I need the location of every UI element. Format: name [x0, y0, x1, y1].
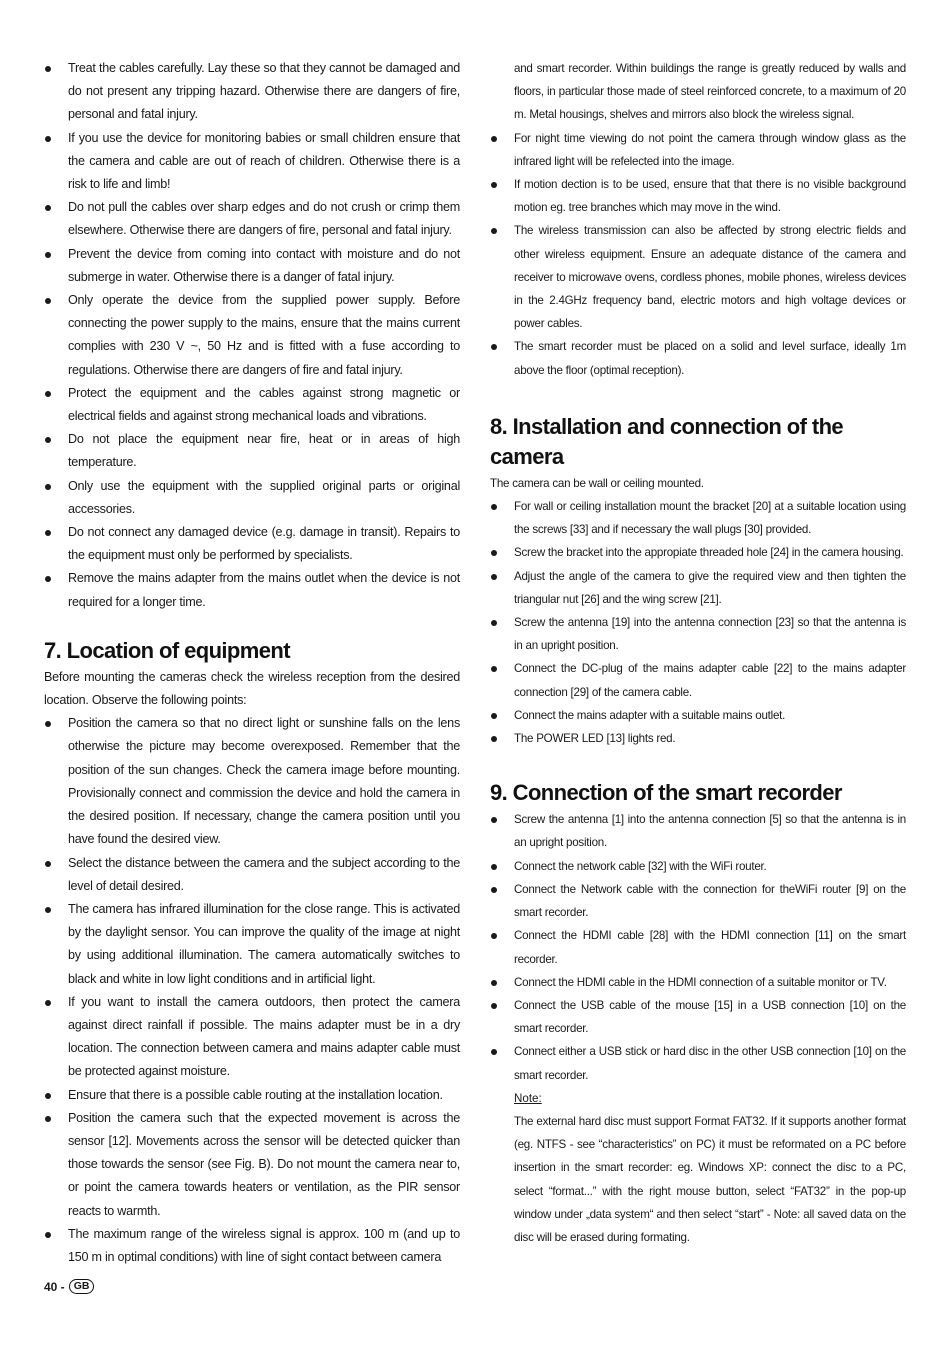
reception-list	[490, 127, 906, 382]
list-item: Connect the USB cable of the mouse [15] in a USB connection [10] on the smart recorder.	[490, 994, 906, 1040]
list-item: If you use the device for monitoring babies or small children ensure that the camera and cable are out of reach of children. Otherwise there is a risk to life and limb!	[44, 127, 460, 197]
list-item: The camera has infrared illumination for the close range. This is activated by the daylight sensor. You can improve the quality of the image at night by using additional illumination. The camera automatically switches to black and white in low light conditions and in artificial light.	[44, 898, 460, 991]
list-item: Adjust the angle of the camera to give the required view and then tighten the triangular nut [26] and the wing screw [21].	[490, 565, 906, 611]
list-item: Connect the mains adapter with a suitable mains outlet.	[490, 704, 906, 727]
list-item: The POWER LED [13] lights red.	[490, 727, 906, 750]
page-footer	[44, 1279, 94, 1294]
list-item: If motion dection is to be used, ensure that that there is no visible background motion eg. tree branches which may move in the wind.	[490, 173, 906, 219]
list-item: Position the camera so that no direct light or sunshine falls on the lens otherwise the picture may become overexposed. Remember that the position of the sun changes. Check the camera image before mounting. Provisionally connect and commission the device and hold the camera in the desired position. If necessary, change the camera position until you have found the desired view.	[44, 712, 460, 851]
list-item: Ensure that there is a possible cable routing at the installation location.	[44, 1084, 460, 1107]
list-item: Remove the mains adapter from the mains outlet when the device is not required for a longer time.	[44, 567, 460, 613]
list-item: The wireless transmission can also be affected by strong electric fields and other wireless equipment. Ensure an adequate distance of the camera and receiver to microwave ovens, cordless phones, mobile phones, wireless devices in the 2.4GHz frequency band, electric motors and high voltage devices or power cables.	[490, 219, 906, 335]
list-item: Connect the HDMI cable in the HDMI connection of a suitable monitor or TV.	[490, 971, 906, 994]
list-item: Select the distance between the camera and the subject according to the level of detail desired.	[44, 852, 460, 898]
list-item: Prevent the device from coming into contact with moisture and do not submerge in water. Otherwise there is a danger of fatal injury.	[44, 243, 460, 289]
list-item: Only operate the device from the supplied power supply. Before connecting the power supply to the mains, ensure that the mains current complies with 230 V ~, 50 Hz and is fitted with a fuse according to regulations. Otherwise there are dangers of fire and fatal injury.	[44, 289, 460, 382]
list-item: Only use the equipment with the supplied original parts or original accessories.	[44, 475, 460, 521]
list-item: The maximum range of the wireless signal is approx. 100 m (and up to 150 m in optimal conditions) with line of sight contact between camera	[44, 1223, 460, 1269]
language-badge: GB	[69, 1279, 95, 1294]
list-item: Connect the HDMI cable [28] with the HDMI connection [11] on the smart recorder.	[490, 924, 906, 970]
list-item: Screw the antenna [1] into the antenna connection [5] so that the antenna is in an upright position.	[490, 808, 906, 854]
list-item: The smart recorder must be placed on a solid and level surface, ideally 1m above the floor (optimal reception).	[490, 335, 906, 381]
list-item: For wall or ceiling installation mount the bracket [20] at a suitable location using the screws [33] and if necessary the wall plugs [30] provided.	[490, 495, 906, 541]
list-item: Do not pull the cables over sharp edges and do not crush or crimp them elsewhere. Otherwise there are dangers of fire, personal and fatal injury.	[44, 196, 460, 242]
location-list	[44, 712, 460, 1269]
list-item: Protect the equipment and the cables against strong magnetic or electrical fields and against strong mechanical loads and vibrations.	[44, 382, 460, 428]
list-item: Connect either a USB stick or hard disc in the other USB connection [10] on the smart recorder.	[490, 1040, 906, 1086]
page-number: 40 -	[44, 1279, 65, 1294]
list-item: For night time viewing do not point the camera through window glass as the infrared light will be refelected into the image.	[490, 127, 906, 173]
list-item: If you want to install the camera outdoors, then protect the camera against direct rainfall if possible. The mains adapter must be in a dry location. The connection between camera and mains adapter cable must be protected against moisture.	[44, 991, 460, 1084]
list-item: Connect the network cable [32] with the WiFi router.	[490, 855, 906, 878]
list-item: Screw the antenna [19] into the antenna connection [23] so that the antenna is in an upright position.	[490, 611, 906, 657]
continued-text: and smart recorder. Within buildings the range is greatly reduced by walls and floors, in particular those made of steel reinforced concrete, to a maximum of 20 m. Metal housings, shelves and mirrors also block the wireless signal.	[514, 62, 906, 122]
right-column	[490, 57, 906, 1249]
installation-list	[490, 495, 906, 750]
section-9-heading: 9. Connection of the smart recorder	[490, 780, 842, 806]
list-item: Screw the bracket into the appropiate threaded hole [24] in the camera housing.	[490, 541, 906, 564]
recorder-list	[490, 808, 906, 1086]
left-column	[44, 57, 460, 1269]
list-item: Position the camera such that the expected movement is across the sensor [12]. Movements across the sensor will be detected quicker than those towards the sensor (see Fig. B). Do not mount the camera near to, or point the camera towards heaters or ventilation, as the PIR sensor reacts to warmth.	[44, 1107, 460, 1223]
section-7-heading: 7. Location of equipment	[44, 637, 290, 663]
section-8-intro: The camera can be wall or ceiling mounted.	[490, 476, 704, 490]
note-text: The external hard disc must support Format FAT32. If it supports another format (eg. NTFS - see “characteristics” on PC) it must be reformated on a PC before insertion in the smart recorder: eg. Windows XP: connect the disc to a PC, select “format...” with the right mouse button, select “FAT32” in the pop-up window under „data system“ and then select “start” - Note: all saved data on the disc will be erased during formating.	[514, 1114, 906, 1244]
note-label: Note:	[514, 1091, 542, 1105]
safety-list	[44, 57, 460, 614]
section-8-heading: 8. Installation and connection of the camera	[490, 413, 844, 469]
list-item: Connect the Network cable with the connection for theWiFi router [9] on the smart recorder.	[490, 878, 906, 924]
list-item: Treat the cables carefully. Lay these so that they cannot be damaged and do not present any tripping hazard. Otherwise there are dangers of fire, personal and fatal injury.	[44, 57, 460, 127]
section-7-intro: Before mounting the cameras check the wireless reception from the desired location. Observe the following points:	[44, 669, 460, 708]
list-item: Do not connect any damaged device (e.g. damage in transit). Repairs to the equipment must only be performed by specialists.	[44, 521, 460, 567]
list-item: Do not place the equipment near fire, heat or in areas of high temperature.	[44, 428, 460, 474]
list-item: Connect the DC-plug of the mains adapter cable [22] to the mains adapter connection [29] of the camera cable.	[490, 657, 906, 703]
